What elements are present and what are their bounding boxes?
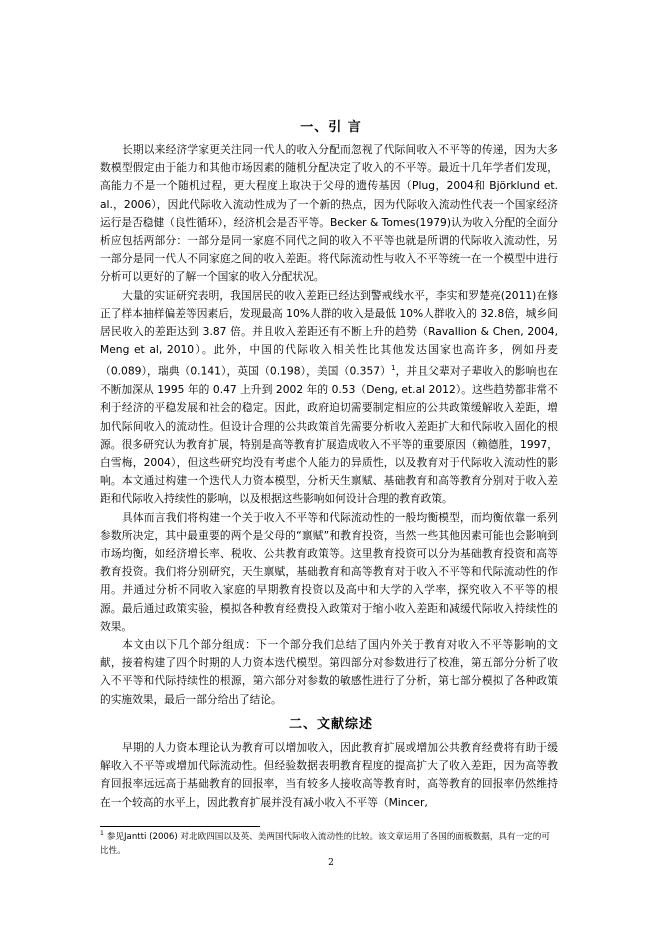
paragraph-1: 长期以来经济学家更关注同一代人的收入分配而忽视了代际间收入不平等的传递，因为大多数模型假定由于能力和其他市场因素的随机分配决定了收入的不平等。最近十几年学者们发现，高能力不是一个随机过程，更大程度上取决于父母的遗传基因（Plug，2004和 Björklund et. al.，2006），因此代际收入流动性成为了一个新的热点，因为代际收入流动性代表一个国家经济运行是否稳健（良性循环），经济机会是否平等。Becker & Tomes(1979)认为收入分配的全面分析应包括两部分：一部分是同一家庭不同代之间的收入不平等也就是所谓的代际收入流动性，另一部分是同一代人不同家庭之间的收入差距。将代际流动性与收入不平等统一在一个模型中进行分析可以更好的了解一个国家的收入分配状况。 [100, 143, 558, 284]
literature-review-body [100, 739, 558, 812]
section-title-introduction: 一、引 言 [300, 120, 362, 135]
paragraph-4: 本文由以下几个部分组成：下一个部分我们总结了国内外关于教育对收入不平等影响的文献，接着构建了四个时期的人力资本迭代模型。第四部分对参数进行了校准，第五部分分析了收入不平等和代际持续性的根源，第六部分对参数的敏感性进行了分析，第七部分模拟了各种政策的实施效果，最后一部分给出了结论。 [100, 638, 558, 706]
paragraph-5: 早期的人力资本理论认为教育可以增加收入，因此教育扩展或增加公共教育经费将有助于缓解收入不平等或增加代际流动性。但经验数据表明教育程度的提高扩大了收入差距，因为高等教育回报率远远高于基础教育的回报率，当有较多人接收高等教育时，高等教育的回报率仍然维持在一个较高的水平上，因此教育扩展并没有减小收入不平等（Mincer, [100, 741, 558, 809]
section-title-literature-review: 二、文献综述 [288, 717, 373, 732]
paragraph-3: 具体而言我们将构建一个关于收入不平等和代际流动性的一般均衡模型，而均衡依靠一系列参数所决定，其中最重要的两个是父母的“禀赋”和教育投资，当然一些其他因素可能也会影响到市场均衡，如经济增长率、税收、公共教育政策等。这里教育投资可以分为基础教育投资和高等教育投资。我们将分别研究，天生禀赋，基础教育和高等教育对于收入不平等和代际流动性的作用。并通过分析不同收入家庭的早期教育投资以及高中和大学的入学率，探究收入不平等的根源。最后通过政策实验，模拟各种教育经费投入政策对于缩小收入差距和减缓代际收入持续性的效果。 [100, 510, 558, 633]
paragraph-2-part-1: 大量的实证研究表明，我国居民的收入差距已经达到警戒线水平，李实和罗楚亮(2011)在修正了样本抽样偏差等因素后，发现最高 10%人群的收入是最低 10%人群收入的 32.8倍，城乡间居民收入的差距达到 3.87 倍。并且收入差距还有不断上升的趋势（Ravallion & Chen, 2004, Meng et al, 2010）。此外，中国的代际收入相关性比其他发达国家也高许多，例如丹麦（0.089），瑞典（0.141），英国（0.198），美国（0.357） [100, 288, 558, 378]
paragraph-2 [100, 287, 558, 509]
footnote [100, 830, 558, 858]
footnote-divider [100, 826, 260, 827]
page-number: 2 [328, 858, 334, 868]
introduction-body [100, 141, 558, 709]
footnote-reference: 1 [391, 364, 396, 373]
paragraph-2-part-2: ，并且父辈对子辈收入的影响也在不断加深从 1995 年的 0.47 上升到 2002 年的 0.53（Deng, et.al 2012）。这些趋势都非常不利于经济的平稳发展和社会的稳定。因此，政府迫切需要制定相应的公共政策缓解收入差距，增加代际间收入的流动性。但设计合理的公共政策首先需要分析收入差距扩大和代际收入固化的根源。很多研究认为教育扩展，特别是高等教育扩展造成收入不平等的重要原因（赖德胜，1997，白雪梅，2004），但这些研究均没有考虑个人能力的异质性，以及教育对于代际收入流动性的影响。本文通过构建一个迭代人力资本模型，分析天生禀赋、基础教育和高等教育分别对于收入差距和代际收入持续性的影响，以及根据这些影响如何设计合理的教育政策。 [100, 365, 558, 506]
footnote-marker: 1 [100, 830, 104, 838]
footnote-text: 参见Jantti (2006) 对北欧四国以及英、美两国代际收入流动性的比较。该文章运用了各国的面板数据，具有一定的可比性。 [100, 832, 550, 856]
